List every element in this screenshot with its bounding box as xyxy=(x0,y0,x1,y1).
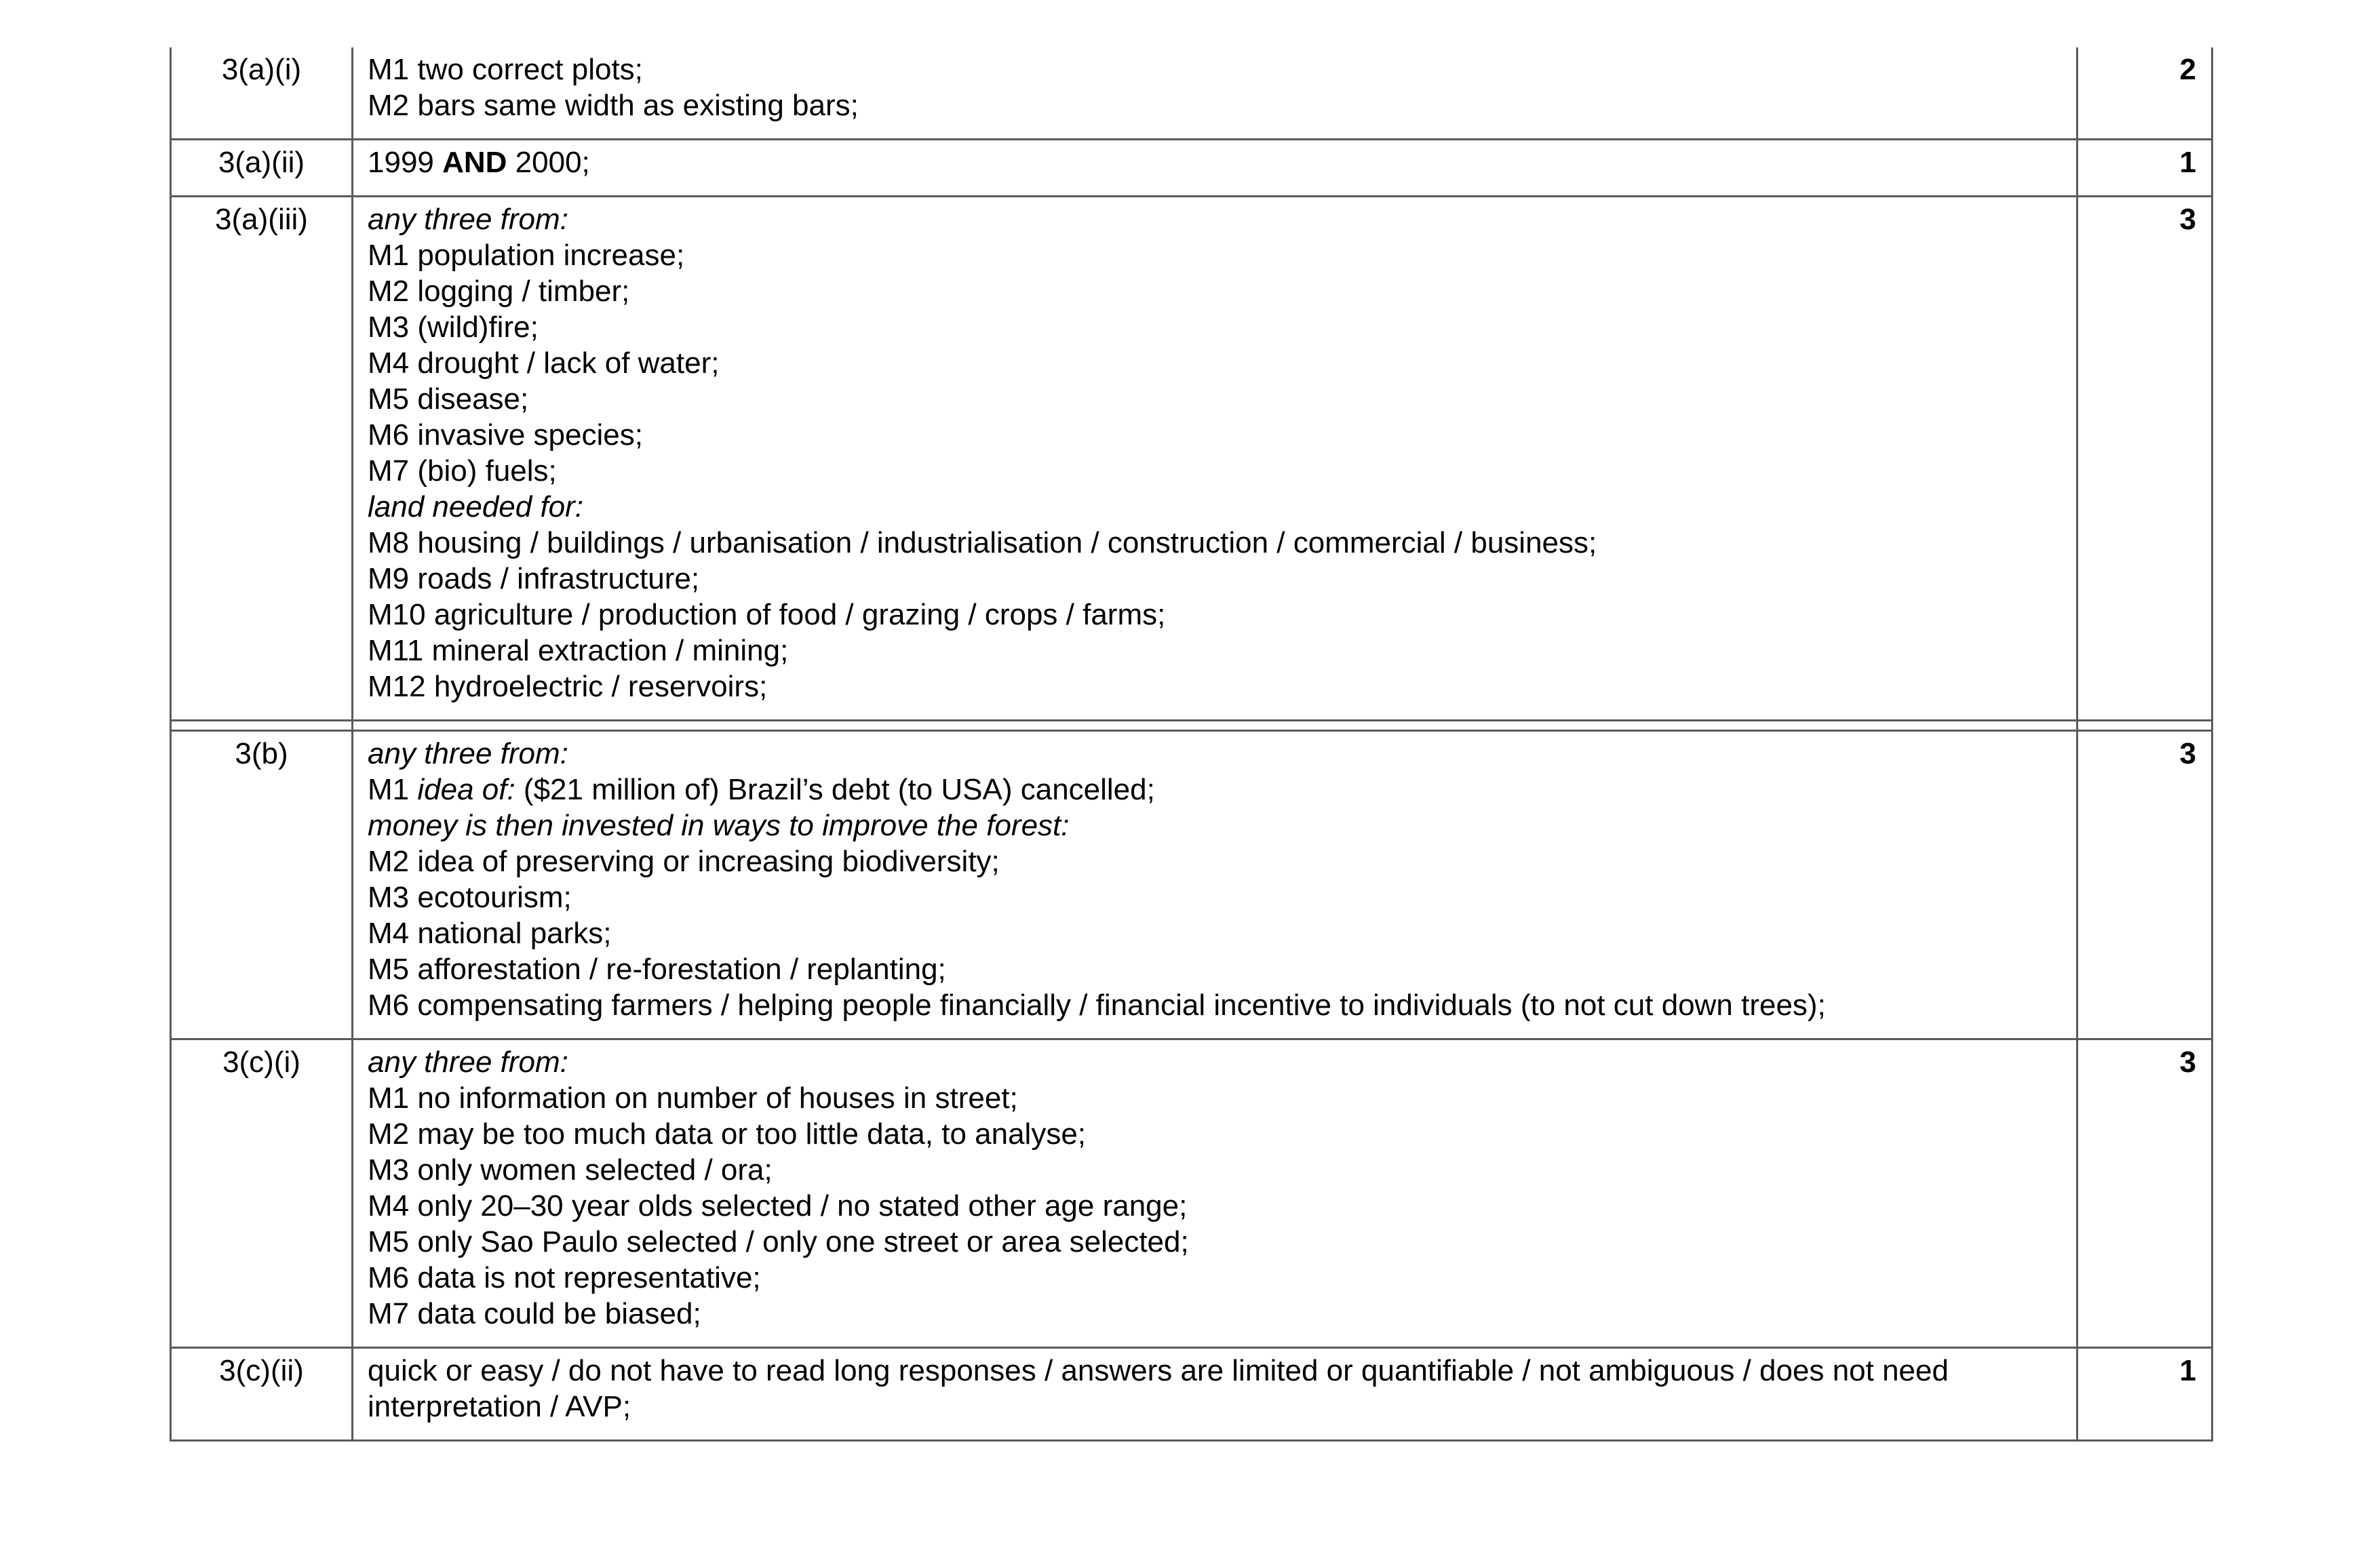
table-separator xyxy=(171,721,2212,731)
answer-line: M8 housing / buildings / urbanisation / industrialisation / construction / commercial / business; xyxy=(368,526,1597,559)
answer-line: M1 two correct plots; xyxy=(368,53,643,86)
question-number: 3(a)(i) xyxy=(171,47,353,140)
separator-cell xyxy=(353,721,2077,731)
answer-line: interpretation / AVP; xyxy=(368,1390,631,1423)
answer-line: M6 invasive species; xyxy=(368,418,643,452)
answer-bold-text: AND xyxy=(442,146,507,179)
answer-line: M2 bars same width as existing bars; xyxy=(368,89,859,122)
answer-line: M11 mineral extraction / mining; xyxy=(368,634,789,667)
answer-line: M6 compensating farmers / helping people financially / financial incentive to individuals (to not cut down trees); xyxy=(368,989,1826,1022)
answer-instruction: money is then invested in ways to improve the forest: xyxy=(368,809,1070,842)
answer-instruction: land needed for: xyxy=(368,490,584,523)
answer-line: M3 ecotourism; xyxy=(368,881,572,914)
table-row xyxy=(171,140,2212,197)
marks-value: 3 xyxy=(2077,197,2212,721)
answer-line: M2 logging / timber; xyxy=(368,275,630,308)
answer-cell xyxy=(353,731,2077,1039)
answer-instruction: any three from: xyxy=(368,203,568,236)
answer-line xyxy=(368,772,2069,808)
answer-line: M6 data is not representative; xyxy=(368,1261,761,1294)
table-row xyxy=(171,731,2212,1039)
answer-line: M1 population increase; xyxy=(368,239,685,272)
answer-text: M1 xyxy=(368,773,418,806)
answer-line: M7 data could be biased; xyxy=(368,1297,701,1330)
answer-line: M2 may be too much data or too little data, to analyse; xyxy=(368,1117,1087,1151)
answer-line: M9 roads / infrastructure; xyxy=(368,562,700,595)
answer-line: M7 (bio) fuels; xyxy=(368,454,557,488)
question-number: 3(c)(i) xyxy=(171,1039,353,1348)
question-number: 3(c)(ii) xyxy=(171,1348,353,1441)
answer-line: M12 hydroelectric / reservoirs; xyxy=(368,670,768,703)
table-row xyxy=(171,47,2212,140)
answer-line: M5 disease; xyxy=(368,382,529,416)
answer-line: M10 agriculture / production of food / grazing / crops / farms; xyxy=(368,598,1166,631)
answer-line: M3 only women selected / ora; xyxy=(368,1153,773,1187)
answer-line: M2 idea of preserving or increasing biodiversity; xyxy=(368,845,1000,878)
answer-line: M5 afforestation / re-forestation / replanting; xyxy=(368,953,946,986)
answer-cell xyxy=(353,47,2077,140)
answer-text: 2000; xyxy=(507,146,590,179)
answer-line: M4 only 20–30 year olds selected / no stated other age range; xyxy=(368,1189,1188,1223)
question-number: 3(b) xyxy=(171,731,353,1039)
answer-line: M1 no information on number of houses in street; xyxy=(368,1081,1018,1115)
table-row xyxy=(171,1039,2212,1348)
question-number: 3(a)(iii) xyxy=(171,197,353,721)
answer-instruction: any three from: xyxy=(368,737,568,770)
answer-line: M3 (wild)fire; xyxy=(368,311,539,344)
answer-text: 1999 xyxy=(368,146,443,179)
answer-cell xyxy=(353,1348,2077,1441)
answer-line xyxy=(368,144,2069,180)
answer-cell xyxy=(353,197,2077,721)
mark-scheme-table xyxy=(170,47,2213,1442)
marks-value: 3 xyxy=(2077,731,2212,1039)
answer-instruction: any three from: xyxy=(368,1046,568,1079)
marks-value: 1 xyxy=(2077,140,2212,197)
separator-cell xyxy=(171,721,353,731)
answer-italic-text: idea of: xyxy=(417,773,515,806)
answer-text: ($21 million of) Brazil’s debt (to USA) cancelled; xyxy=(515,773,1155,806)
table-row xyxy=(171,197,2212,721)
question-number: 3(a)(ii) xyxy=(171,140,353,197)
answer-line: M4 national parks; xyxy=(368,917,612,950)
answer-cell xyxy=(353,1039,2077,1348)
separator-cell xyxy=(2077,721,2212,731)
answer-cell xyxy=(353,140,2077,197)
answer-line: M5 only Sao Paulo selected / only one street or area selected; xyxy=(368,1225,1189,1258)
table-row xyxy=(171,1348,2212,1441)
marks-value: 3 xyxy=(2077,1039,2212,1348)
marks-value: 1 xyxy=(2077,1348,2212,1441)
answer-line: M4 drought / lack of water; xyxy=(368,346,720,380)
marks-value: 2 xyxy=(2077,47,2212,140)
answer-line: quick or easy / do not have to read long responses / answers are limited or quantifiable / not ambiguous / does not need xyxy=(368,1354,1949,1387)
